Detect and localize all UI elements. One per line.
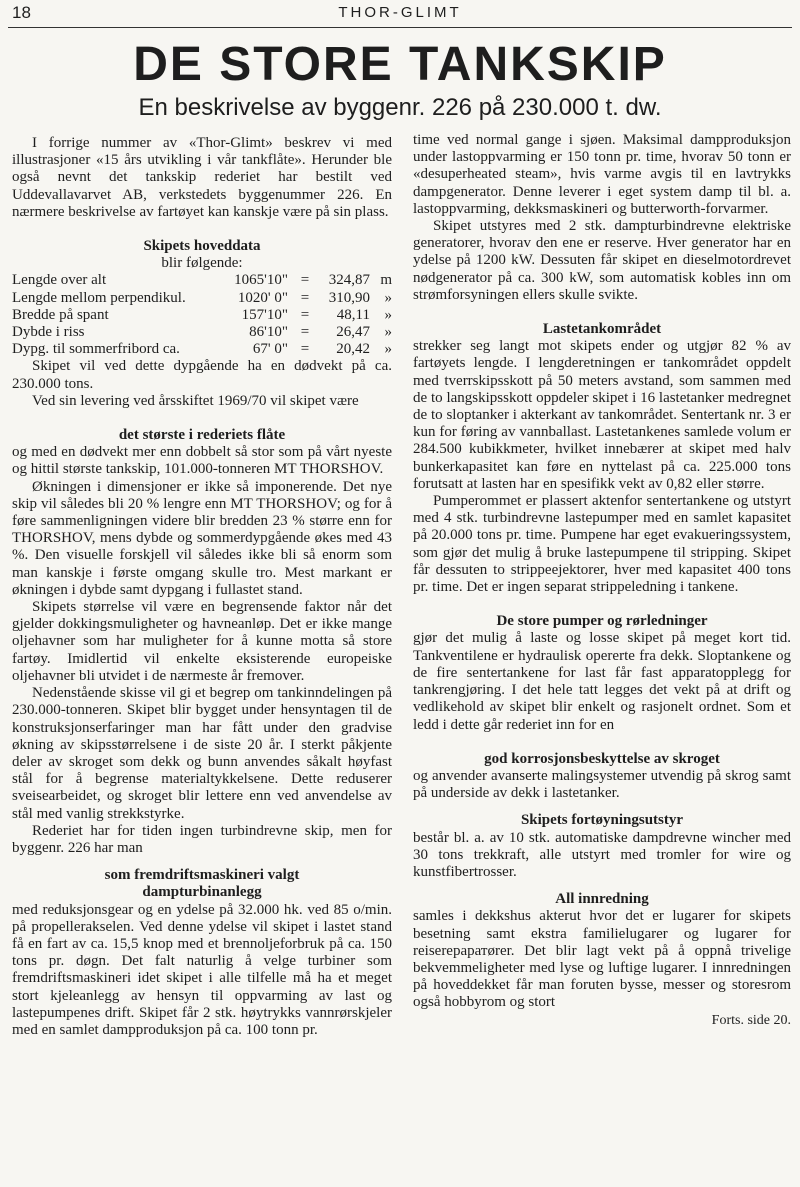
spec-row [12,272,392,289]
size-paragraph: Skipets størrelse vil være en begrensende faktor når det gjelder dokkingsmuligheter og havneanløp. Det er ikke mange oljehavner som har muligheter for å kunne motta så store fartøy. Imidlertid vil enkelte eksisterende europeiske oljehavner bli utvidet i de nærmeste år fremover. [12,599,392,684]
mooring-heading: Skipets fortøyningsutstyr [520,812,684,829]
largest-ship-paragraph: og med en dødvekt mer enn dobbelt så stor som på vårt nyeste og hittil største tankskip, 101.000-tonneren MT THORSHOV. [12,444,392,478]
accommodation-heading: All innredning [555,891,649,908]
spec-imperial: 1020' 0" [237,289,288,306]
spec-metric: 26,47 [336,324,370,341]
spec-imperial: 157'10" [241,306,288,323]
specs-table [12,272,392,358]
spec-row [12,290,392,307]
spec-imperial: 86'10" [249,324,288,341]
spec-equals: = [300,341,310,358]
spec-unit: » [384,341,392,358]
increase-paragraph: Økningen i dimensjoner er ikke så imponerende. Det nye skip vil således bli 20 % lengre enn MT THORSHOV; og for å føre sammenligningen videre blir bredden 23 % større enn for THORSHOV, mens dybde og sommerdypgående økes med 43 %. Den visuelle forskjell vil således ikke bli så enorm som man kanskje i første omgang skulle tro. Mest markant er økningen i dybde samt dypgang i fullastet stand. [12,478,392,598]
spec-equals: = [300,272,310,289]
right-column [413,132,791,1029]
spec-equals: = [300,306,310,323]
largest-ship-heading: det største i rederiets flåte [118,427,286,444]
spec-metric: 20,42 [336,341,370,358]
running-head: THOR-GLIMT [338,4,462,21]
mooring-paragraph: består bl. a. av 10 stk. automatiske dampdrevne wincher med 30 tons trekkraft, alle utstyrt med tromler for wire og kunstfibertrosser. [413,829,791,880]
spec-metric: 48,11 [336,306,370,323]
spec-label: Dypg. til sommerfribord ca. [12,341,180,358]
corrosion-heading: god korrosjonsbeskyttelse av skroget [484,750,720,767]
spec-row [12,324,392,341]
spec-label: Dybde i riss [12,324,85,341]
cargo-area-heading: Lastetankområdet [542,321,662,338]
propulsion-heading-1: som fremdriftsmaskineri valgt [104,867,300,884]
spec-row [12,341,392,358]
deadweight-paragraph: Skipet vil ved dette dypgående ha en dødvekt på ca. 230.000 tons. [12,358,392,392]
spec-unit: » [384,324,392,341]
continued-note: Forts. side 20. [711,1012,791,1028]
corrosion-paragraph: og anvender avanserte malingsystemer utvendig på skrog samt på underside av dekk i lastetanker. [413,767,791,802]
page-number: 18 [12,3,31,22]
accommodation-paragraph: samles i dekkshus akterut hvor det er lugarer for skipets besetning samt ekstra familielugarer og lugarer for reiserepaратører. Det blir lagt vekt på å oppnå trivelige bekvemmeligheter med lyse og luftige lugarer. I innredningen på hoveddekket får man foruten bysse, messer og storesrom også hobbyrom og stort [413,908,791,1011]
spec-imperial: 67' 0" [252,341,288,358]
cargo-area-paragraph: strekker seg langt mot skipets ender og utgjør 82 % av fartøyets lengde. I lengderetningen er tankområdet oppdelt med tverrskipsskott på 50 meters avstand, som sammen med de to langskipsskott oppdeler skipet i 16 lastetanker medregnet de to sloptanker i akterkant av tankområdet. Sentertank nr. 3 er kun for føring av vannballast. Lastetankenes samlede volum er 284.500 kubikkmeter, hvilket innebærer at skipet med halv bunkerkapasitet kan føre en nyttelast på ca. 225.000 tons forutsatt at lasten har en spesifikk vekt av 0,82 eller større. [413,338,791,492]
article-subtitle: En beskrivelse av byggenr. 226 på 230.000 t. dw. [138,94,662,121]
spec-metric: 310,90 [328,289,370,306]
spec-metric: 324,87 [328,272,370,289]
left-column [12,135,392,1039]
spec-unit: m [380,272,392,289]
article-title: DE STORE TANKSKIP [133,38,667,91]
steam-paragraph: time ved normal gange i sjøen. Maksimal dampproduksjon under lastoppvarming er 150 tonn pr. time, hvorav 50 tonn er «desuperheated steam», hvis varme avgis til en lavtrykks dampgenerator. Denne leverer i eget system damp til bl. a. lastoppvarming, dekksmaskineri og butterworth-forvarmer. [413,132,791,217]
spec-label: Bredde på spant [12,306,109,323]
page-header [8,0,792,28]
propulsion-heading-2: dampturbinanlegg [142,884,262,901]
spec-equals: = [300,289,310,306]
pumproom-paragraph: Pumperommet er plassert aktenfor sentertankene og utstyrt med 4 stk. turbindrevne lastepumper med en samlet kapasitet på 20.000 tons pr. time. Pumpene har eget evakueringssystem, som gjør det mulig å bruke lastepumpene til stripping. Skipet får dessuten to strippeejektorer, hver med kapasitet 400 tons pr. time. Det er ingen separat strippeledning i tankene. [413,493,791,596]
spec-label: Lengde over alt [12,272,107,289]
spec-unit: » [384,289,392,306]
spec-imperial: 1065'10" [234,272,288,289]
pumps-heading: De store pumper og rørledninger [496,613,708,630]
generators-paragraph: Skipet utstyres med 2 stk. dampturbindrevne elektriske generatorer, hvorav den ene er reserve. Hver generator har en ydelse på 1200 kW. Dessuten får skipet en dieselmotordrevet nødgenerator på ca. 300 kW, som automatisk kobles inn om strømforsyningen ellers skulle svikte. [413,218,791,303]
intro-paragraph: I forrige nummer av «Thor-Glimt» beskrev vi med illustrasjoner «15 års utvikling i vår tankflåte». Herunder ble også nevnt det tankskip rederiet har bestilt ved Uddevallavarvet AB, verkstedets byggenummer 226. En nærmere beskrivelse av fartøyet kan kanskje være på sin plass. [12,135,392,220]
spec-unit: » [384,306,392,323]
sketch-paragraph: Nedenstående skisse vil gi et begrep om tankinndelingen på 230.000-tonneren. Skipet blir bygget under hensyntagen til de konstruksjonserfaringer man har fått under den gradvise økning av skipsstørrelsene i de siste 20 år. I sterkt påkjente deler av skroget som dekk og bunn anvendes såkalt høyfast stål for å begrense materialtykkelsene. Dette reduserer sveisearbeidet, og skroget blir lettere enn ved anvendelse av stål med vanlig strekkstyrke. [12,685,392,822]
owner-paragraph: Rederiet har for tiden ingen turbindrevne skip, men for byggenr. 226 har man [12,822,392,856]
spec-equals: = [300,324,310,341]
delivery-paragraph: Ved sin levering ved årsskiftet 1969/70 vil skipet være [32,392,359,409]
spec-label: Lengde mellom perpendikul. [12,289,186,306]
propulsion-paragraph: med reduksjonsgear og en ydelse på 32.000 hk. ved 85 o/min. på propellerakselen. Ved denne ydelse vil skipet i lastet stand få en fart av ca. 15,5 knop med et brennoljeforbruk på ca. 150 tons pr. døgn. Det falt naturlig å velge turbiner som fremdriftsmaskineri idet skipet i alle tilfelle må ha et meget stort kjeleanlegg av hensyn til oppvarming av last og lastepumpenes drift. Skipet får 2 stk. høytrykks vannrørskjeler med en samlet dampproduksjon på ca. 100 tonn pr. [12,901,392,1038]
spec-row [12,307,392,324]
main-data-subheading: blir følgende: [161,255,243,272]
main-data-heading: Skipets hoveddata [143,238,261,255]
pumps-paragraph: gjør det mulig å laste og losse skipet på meget kort tid. Tankventilene er hydraulisk opererte fra dekk. Sloptankene og de fire sentertankene for last får fast apparatopplegg for tankrengjøring. I det hele tatt legges det vekt på at drift og vedlikehold av skipet blir enkelt og rasjonelt ordnet. Som et ledd i dette går rederiet inn for en [413,630,791,733]
